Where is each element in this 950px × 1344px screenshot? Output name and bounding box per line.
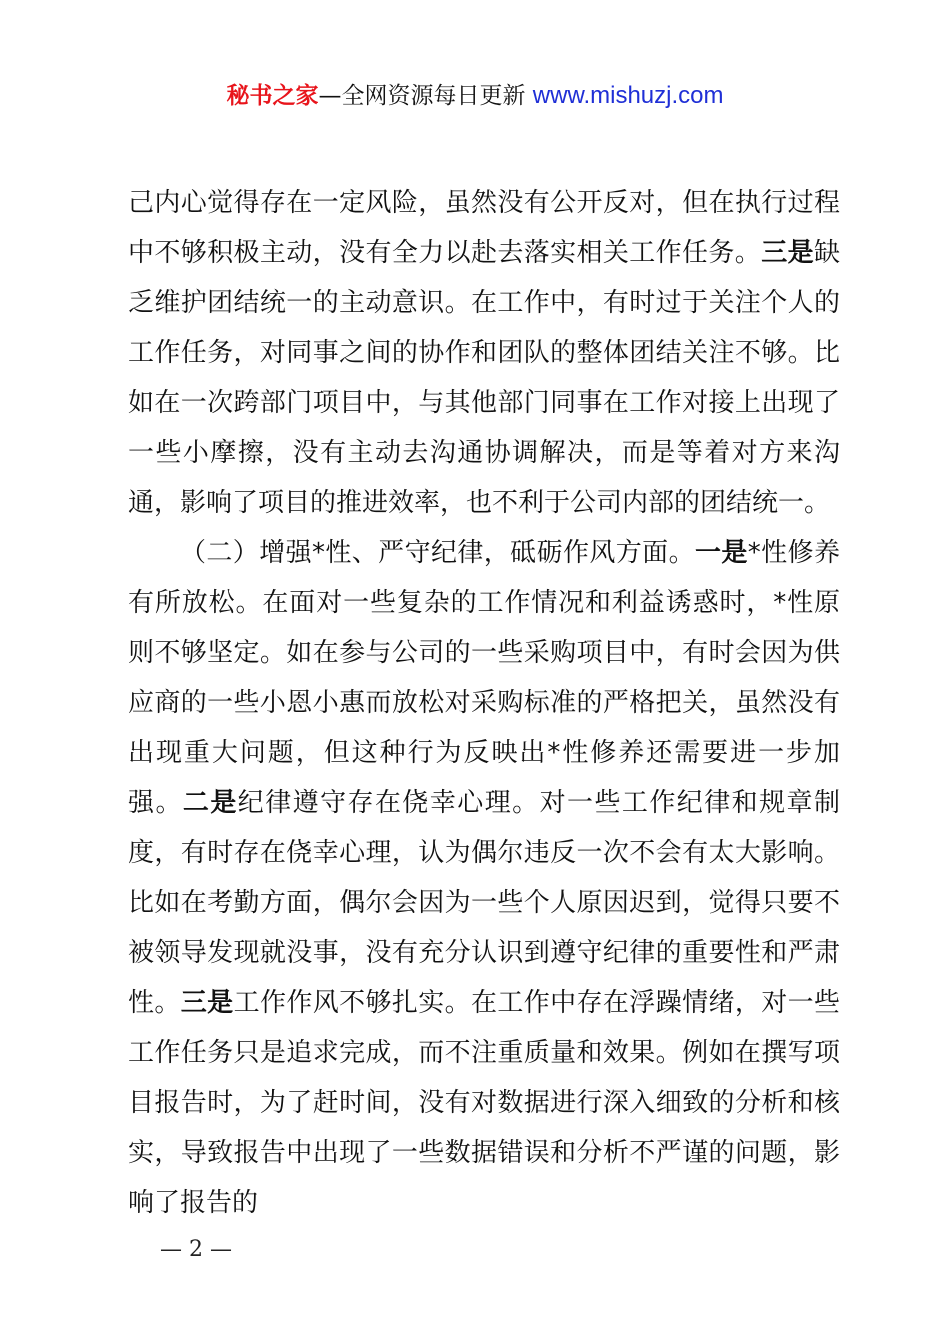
document-body: [128, 178, 840, 1228]
paragraph-run: 工作作风不够扎实。在工作中存在浮躁情绪，对一些工作任务只是追求完成，而不注重质量和效果。例如在撰写项目报告时，为了赶时间，没有对数据进行深入细致的分析和核实，导致报告中出现了一些数据错误和分析不严谨的问题，影响了报告的: [128, 988, 840, 1218]
bold-marker-san: 三是: [180, 988, 234, 1018]
bold-marker-yi: 一是: [694, 538, 748, 568]
paragraph-run: *性修养有所放松。在面对一些复杂的工作情况和利益诱惑时，*性原则不够坚定。如在参与公司的一些采购项目中，有时会因为供应商的一些小恩小惠而放松对采购标准的严格把关，虽然没有出现重大问题，但这种行为反映出*性修养还需要进一步加强。: [128, 538, 840, 818]
paragraph-run: 己内心觉得存在一定风险，虽然没有公开反对，但在执行过程中不够积极主动，没有全力以赴去落实相关工作任务。: [128, 188, 840, 268]
site-brand: 秘书之家: [226, 83, 319, 109]
site-slogan: —全网资源每日更新: [318, 83, 533, 109]
page-number: — 2 —: [160, 1237, 232, 1262]
paragraph-run: 纪律遵守存在侥幸心理。对一些工作纪律和规章制度，有时存在侥幸心理，认为偶尔违反一次不会有太大影响。比如在考勤方面，偶尔会因为一些个人原因迟到，觉得只要不被领导发现就没事，没有充分认识到遵守纪律的重要性和严肃性。: [128, 788, 840, 1018]
paragraph-2: [128, 528, 840, 1228]
paragraph-run: 缺乏维护团结统一的主动意识。在工作中，有时过于关注个人的工作任务，对同事之间的协作和团队的整体团结关注不够。比如在一次跨部门项目中，与其他部门同事在工作对接上出现了一些小摩擦，没有主动去沟通协调解决，而是等着对方来沟通，影响了项目的推进效率，也不利于公司内部的团结统一。: [128, 238, 840, 518]
bold-marker-san: 三是: [761, 238, 814, 268]
paragraph-1: [128, 178, 840, 528]
page-header: [0, 80, 950, 112]
section-heading-run: （二）增强*性、严守纪律，砥砺作风方面。: [180, 538, 695, 568]
site-url-link[interactable]: www.mishuzj.com: [532, 82, 724, 109]
bold-marker-er: 二是: [182, 788, 238, 818]
